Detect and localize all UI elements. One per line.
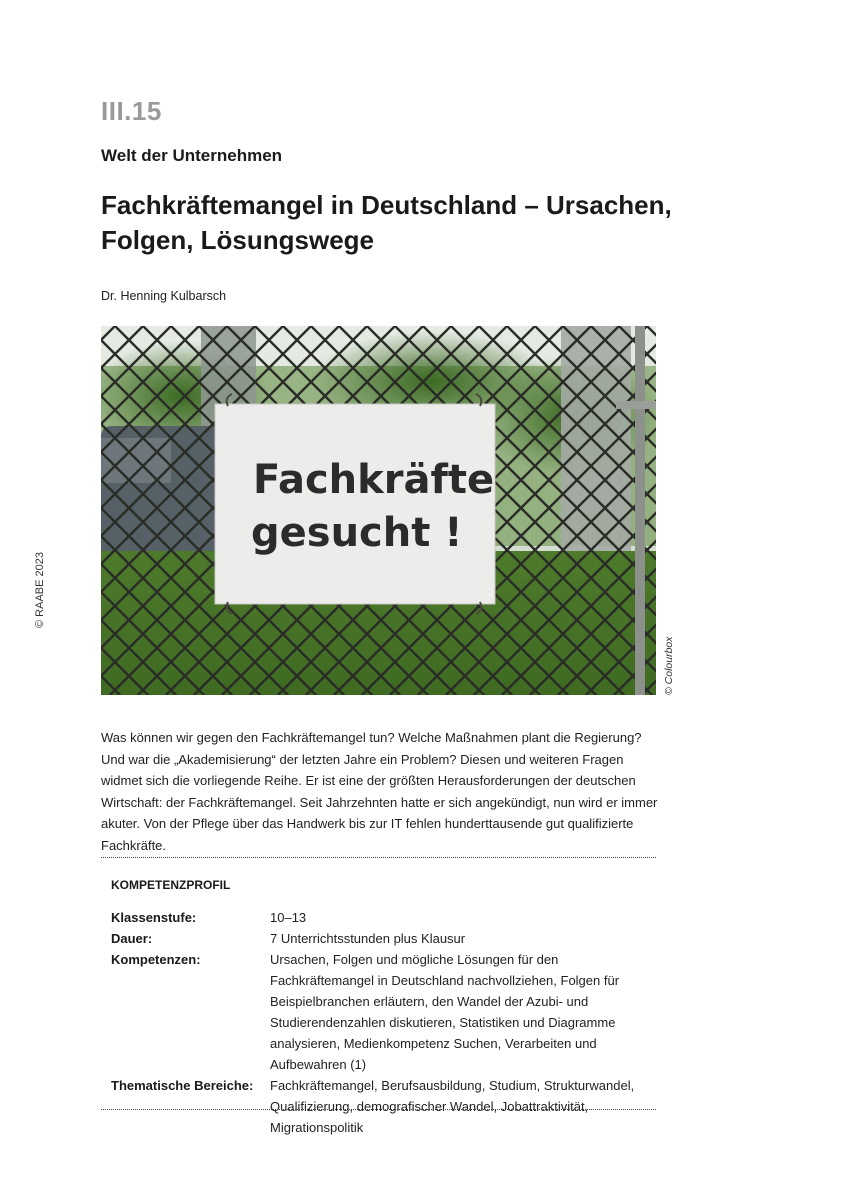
divider-top — [101, 857, 656, 858]
profile-row-grade — [111, 907, 651, 928]
profile-label: Klassenstufe: — [111, 910, 197, 925]
author: Dr. Henning Kulbarsch — [101, 289, 227, 303]
profile-value: Ursachen, Folgen und mögliche Lösungen für den Fachkräftemangel in Deutschland nachvollziehen, Folgen für Beispielbranchen erläutern, den Wandel der Azubi- und Studierendenzahlen diskutieren, Statistiken und Diagramme analysieren, Medienkompetenz Suchen, Verarbeiten und Aufbewahren (1) — [270, 952, 620, 1072]
intro-paragraph: Was können wir gegen den Fachkräftemangel tun? Welche Maßnahmen plant die Regierung? Und war die „Akademisierung“ der letzten Jahre ein Problem? Diesen und weiteren Fragen widmet sich die vorliegende Reihe. Er ist eine der größten Herausforderungen der deutschen Wirtschaft: der Fachkräftemangel. Seit Jahrzehnten hatte er sich angekündigt, nun wird er immer akuter. Von der Pflege über das Handwerk bis zur IT fehlen hunderttausende gut qualifizierte Fachkräfte. — [101, 730, 658, 853]
profile-row-competencies — [111, 949, 651, 1075]
section-title: Welt der Unternehmen — [101, 146, 283, 165]
profile-row-duration — [111, 928, 651, 949]
page-title: Fachkräftemangel in Deutschland – Ursachen, Folgen, Lösungswege — [101, 190, 672, 255]
profile-label: Dauer: — [111, 931, 153, 946]
profile-heading: KOMPETENZPROFIL — [111, 878, 231, 892]
profile-row-topics — [111, 1075, 651, 1138]
photo-credit: © Colourbox — [663, 636, 675, 695]
sign-text-line1: Fachkräfte — [253, 457, 495, 503]
divider-bottom — [101, 1109, 656, 1110]
profile-value: 10–13 — [270, 910, 307, 925]
profile-label: Kompetenzen: — [111, 952, 201, 967]
copyright-note: © RAABE 2023 — [34, 552, 46, 628]
cover-photo — [101, 326, 656, 695]
profile-value: 7 Unterrichtsstunden plus Klausur — [270, 931, 466, 946]
competence-profile — [111, 907, 651, 1138]
profile-label: Thematische Bereiche: — [111, 1078, 254, 1093]
chapter-number: III.15 — [101, 96, 162, 126]
sign-text-line2: gesucht ! — [251, 510, 463, 556]
fence-sign-photo — [101, 326, 656, 695]
profile-value: Fachkräftemangel, Berufsausbildung, Studium, Strukturwandel, Qualifizierung, demografischer Wandel, Jobattraktivität, Migrationspolitik — [270, 1078, 635, 1135]
